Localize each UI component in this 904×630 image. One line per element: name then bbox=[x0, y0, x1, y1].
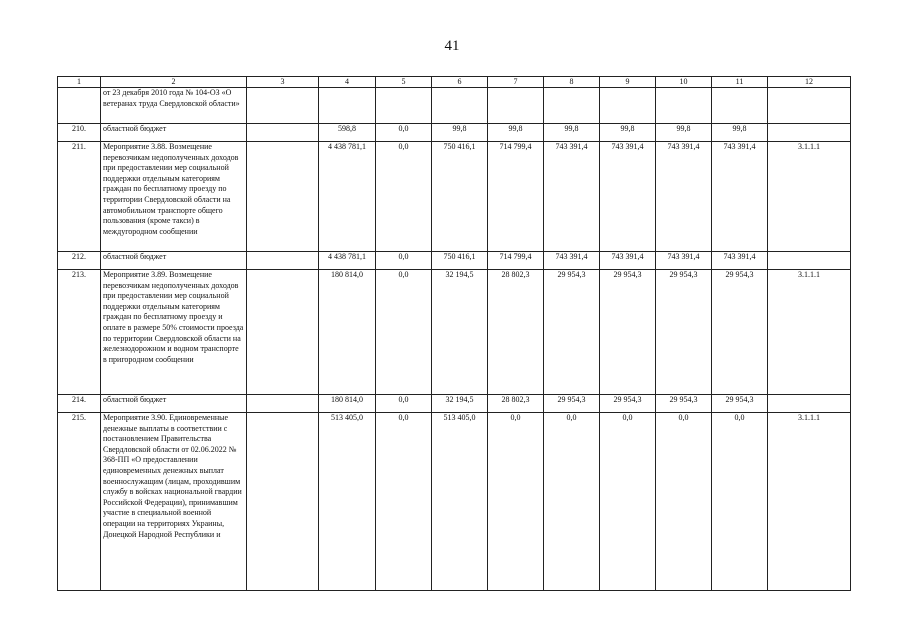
cell-col9: 0,0 bbox=[600, 413, 656, 591]
cell-col12 bbox=[768, 252, 851, 270]
cell-col12 bbox=[768, 395, 851, 413]
cell-col6 bbox=[432, 88, 488, 124]
cell-col8: 99,8 bbox=[544, 124, 600, 142]
cell-col3 bbox=[247, 395, 319, 413]
cell-col6: 99,8 bbox=[432, 124, 488, 142]
cell-col11: 743 391,4 bbox=[712, 142, 768, 252]
column-number: 1 bbox=[58, 77, 101, 88]
row-number: 215. bbox=[58, 413, 101, 591]
cell-col8: 29 954,3 bbox=[544, 395, 600, 413]
cell-col5: 0,0 bbox=[376, 142, 432, 252]
table-row bbox=[58, 252, 851, 270]
cell-col11: 99,8 bbox=[712, 124, 768, 142]
cell-col12 bbox=[768, 88, 851, 124]
row-number: 211. bbox=[58, 142, 101, 252]
cell-col6: 513 405,0 bbox=[432, 413, 488, 591]
table-row bbox=[58, 124, 851, 142]
cell-col8: 29 954,3 bbox=[544, 270, 600, 395]
cell-col4 bbox=[319, 88, 376, 124]
cell-col9: 29 954,3 bbox=[600, 270, 656, 395]
cell-col7 bbox=[488, 88, 544, 124]
cell-col5: 0,0 bbox=[376, 270, 432, 395]
column-number: 8 bbox=[544, 77, 600, 88]
cell-col12: 3.1.1.1 bbox=[768, 142, 851, 252]
cell-col3 bbox=[247, 142, 319, 252]
cell-col11: 0,0 bbox=[712, 413, 768, 591]
column-number: 3 bbox=[247, 77, 319, 88]
row-number: 213. bbox=[58, 270, 101, 395]
cell-col3 bbox=[247, 252, 319, 270]
cell-col4: 598,8 bbox=[319, 124, 376, 142]
cell-col9: 99,8 bbox=[600, 124, 656, 142]
cell-col7: 714 799,4 bbox=[488, 142, 544, 252]
cell-col11 bbox=[712, 88, 768, 124]
cell-col4: 4 438 781,1 bbox=[319, 252, 376, 270]
cell-col3 bbox=[247, 413, 319, 591]
column-number: 4 bbox=[319, 77, 376, 88]
cell-col10: 743 391,4 bbox=[656, 252, 712, 270]
cell-col9 bbox=[600, 88, 656, 124]
cell-col5: 0,0 bbox=[376, 252, 432, 270]
cell-col8: 743 391,4 bbox=[544, 142, 600, 252]
column-number: 6 bbox=[432, 77, 488, 88]
cell-col9: 29 954,3 bbox=[600, 395, 656, 413]
cell-col6: 750 416,1 bbox=[432, 142, 488, 252]
column-number: 5 bbox=[376, 77, 432, 88]
row-description: областной бюджет bbox=[101, 252, 247, 270]
cell-col12: 3.1.1.1 bbox=[768, 270, 851, 395]
row-number: 214. bbox=[58, 395, 101, 413]
budget-table bbox=[57, 76, 851, 591]
cell-col9: 743 391,4 bbox=[600, 252, 656, 270]
row-description: от 23 декабря 2010 года № 104-ОЗ «О ветеранах труда Свердловской области» bbox=[101, 88, 247, 124]
cell-col5: 0,0 bbox=[376, 413, 432, 591]
cell-col8 bbox=[544, 88, 600, 124]
row-description: областной бюджет bbox=[101, 124, 247, 142]
cell-col10 bbox=[656, 88, 712, 124]
cell-col4: 4 438 781,1 bbox=[319, 142, 376, 252]
table-row bbox=[58, 413, 851, 591]
cell-col7: 99,8 bbox=[488, 124, 544, 142]
cell-col7: 28 802,3 bbox=[488, 395, 544, 413]
cell-col4: 180 814,0 bbox=[319, 395, 376, 413]
cell-col8: 743 391,4 bbox=[544, 252, 600, 270]
cell-col8: 0,0 bbox=[544, 413, 600, 591]
cell-col11: 29 954,3 bbox=[712, 270, 768, 395]
cell-col10: 29 954,3 bbox=[656, 270, 712, 395]
cell-col6: 32 194,5 bbox=[432, 395, 488, 413]
cell-col3 bbox=[247, 124, 319, 142]
cell-col7: 0,0 bbox=[488, 413, 544, 591]
row-number bbox=[58, 88, 101, 124]
page-number: 41 bbox=[444, 38, 460, 54]
column-number: 10 bbox=[656, 77, 712, 88]
row-description: областной бюджет bbox=[101, 395, 247, 413]
cell-col12: 3.1.1.1 bbox=[768, 413, 851, 591]
table-row bbox=[58, 142, 851, 252]
cell-col4: 180 814,0 bbox=[319, 270, 376, 395]
column-number: 12 bbox=[768, 77, 851, 88]
column-number: 7 bbox=[488, 77, 544, 88]
cell-col6: 32 194,5 bbox=[432, 270, 488, 395]
cell-col7: 714 799,4 bbox=[488, 252, 544, 270]
cell-col3 bbox=[247, 88, 319, 124]
cell-col11: 743 391,4 bbox=[712, 252, 768, 270]
cell-col5: 0,0 bbox=[376, 124, 432, 142]
row-description: Мероприятие 3.89. Возмещение перевозчикам недополученных доходов при предоставлении мер социальной поддержки отдельным категориям граждан по бесплатному проезду и оплате в размере 50% стоимости проезда по территории Свердловской области на железнодорожном и водном транспорте в пригородном сообщении bbox=[101, 270, 247, 395]
cell-col10: 0,0 bbox=[656, 413, 712, 591]
cell-col5 bbox=[376, 88, 432, 124]
cell-col4: 513 405,0 bbox=[319, 413, 376, 591]
column-number: 9 bbox=[600, 77, 656, 88]
row-number: 212. bbox=[58, 252, 101, 270]
cell-col12 bbox=[768, 124, 851, 142]
column-number: 2 bbox=[101, 77, 247, 88]
column-number-row bbox=[58, 77, 851, 88]
cell-col5: 0,0 bbox=[376, 395, 432, 413]
row-description: Мероприятие 3.90. Единовременные денежные выплаты в соответствии с постановлением Правительства Свердловской области от 02.06.2022 № 368-ПП «О предоставлении единовременных денежных выплат военнослужащим (лицам, проходившим службу в войсках национальной гвардии Российской Федерации), принимавшим участие в специальной военной операции на территориях Украины, Донецкой Народной Республики и bbox=[101, 413, 247, 591]
table-row bbox=[58, 270, 851, 395]
cell-col11: 29 954,3 bbox=[712, 395, 768, 413]
cell-col3 bbox=[247, 270, 319, 395]
table-row bbox=[58, 395, 851, 413]
cell-col7: 28 802,3 bbox=[488, 270, 544, 395]
cell-col9: 743 391,4 bbox=[600, 142, 656, 252]
row-number: 210. bbox=[58, 124, 101, 142]
cell-col6: 750 416,1 bbox=[432, 252, 488, 270]
cell-col10: 29 954,3 bbox=[656, 395, 712, 413]
column-number: 11 bbox=[712, 77, 768, 88]
row-description: Мероприятие 3.88. Возмещение перевозчикам недополученных доходов при предоставлении мер социальной поддержки отдельным категориям граждан по бесплатному проезду по территории Свердловской области на автомобильном транспорте общего пользования (кроме такси) в междугородном сообщении bbox=[101, 142, 247, 252]
cell-col10: 99,8 bbox=[656, 124, 712, 142]
table-row bbox=[58, 88, 851, 124]
cell-col10: 743 391,4 bbox=[656, 142, 712, 252]
